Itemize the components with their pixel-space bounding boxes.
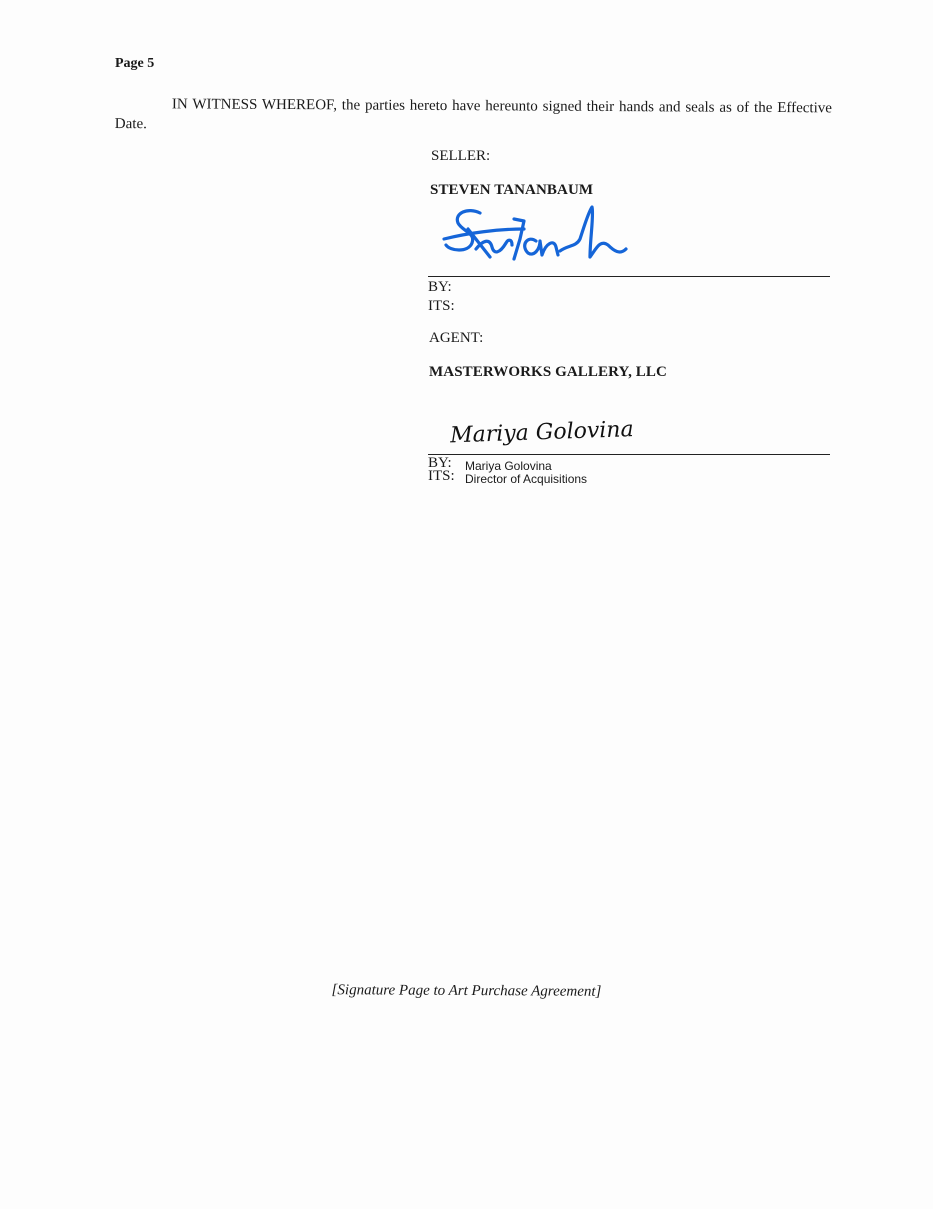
seller-by-row bbox=[428, 278, 830, 297]
agent-its-label: ITS: bbox=[428, 468, 455, 484]
seller-party-name: STEVEN TANANBAUM bbox=[430, 182, 594, 198]
seller-signature-line bbox=[428, 276, 830, 277]
agent-signature-script: Mariya Golovina bbox=[449, 417, 635, 449]
seller-its-row bbox=[428, 297, 830, 316]
agent-by-value: Mariya Golovina bbox=[465, 459, 552, 473]
agent-its-row bbox=[428, 467, 830, 486]
witness-clause bbox=[115, 94, 832, 138]
seller-by-label: BY: bbox=[428, 279, 452, 295]
agent-role-label: AGENT: bbox=[429, 330, 484, 346]
witness-clause-line-2: Date. bbox=[114, 115, 147, 133]
seller-signature-area bbox=[428, 199, 830, 277]
seller-its-label: ITS: bbox=[428, 298, 455, 314]
seller-handwritten-signature bbox=[428, 199, 830, 277]
agent-signature-block bbox=[428, 330, 830, 486]
page-number: Page 5 bbox=[115, 56, 155, 71]
agent-its-value: Director of Acquisitions bbox=[465, 472, 588, 486]
agent-party-name: MASTERWORKS GALLERY, LLC bbox=[429, 364, 667, 380]
agent-by-label: BY: bbox=[428, 455, 452, 471]
seller-signature-block bbox=[428, 148, 830, 316]
agent-handwritten-signature bbox=[428, 381, 830, 455]
agent-signature-area bbox=[428, 381, 830, 455]
witness-clause-line-1: IN WITNESS WHEREOF, the parties hereto have hereunto signed their hands and seals as of the Effective bbox=[171, 96, 832, 117]
seller-role-label: SELLER: bbox=[431, 148, 491, 164]
signature-page-footer-note: [Signature Page to Art Purchase Agreement] bbox=[331, 982, 602, 1000]
